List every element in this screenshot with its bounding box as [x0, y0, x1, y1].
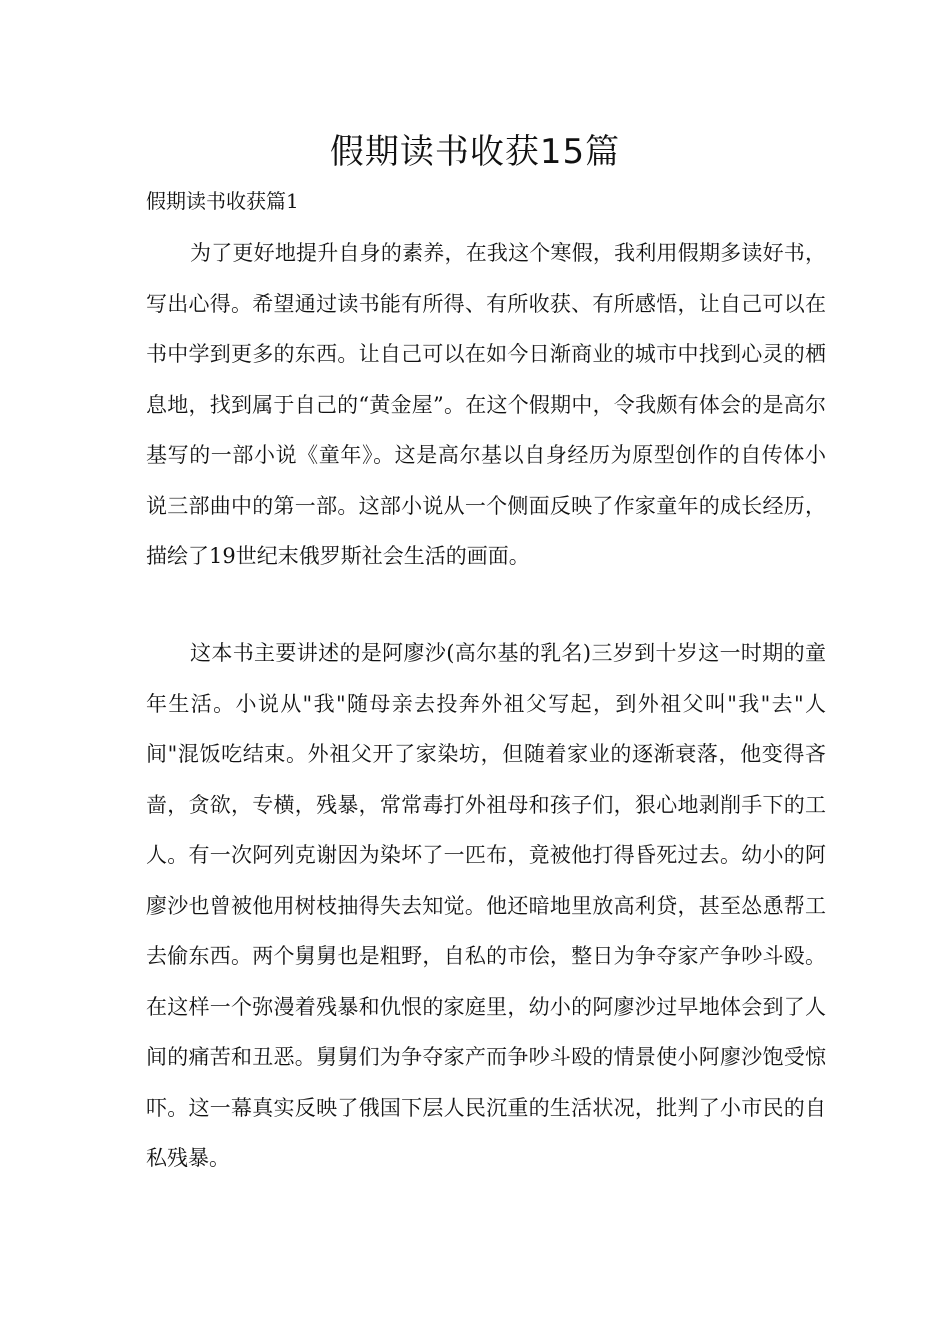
section-heading: 假期读书收获篇1 [146, 189, 299, 213]
body-paragraph: 这本书主要讲述的是阿廖沙(高尔基的乳名)三岁到十岁这一时期的童年生活。小说从"我"随母亲去投奔外祖父写起，到外祖父叫"我"去"人间"混饭吃结束。外祖父开了家染坊，但随着家业的逐渐衰落，他变得吝啬，贪欲，专横，残暴，常常毒打外祖母和孩子们，狠心地剥削手下的工人。有一次阿列克谢因为染坏了一匹布，竟被他打得昏死过去。幼小的阿廖沙也曾被他用树枝抽得失去知觉。他还暗地里放高利贷，甚至怂恿帮工去偷东西。两个舅舅也是粗野，自私的市侩，整日为争夺家产争吵斗殴。在这样一个弥漫着残暴和仇恨的家庭里，幼小的阿廖沙过早地体会到了人间的痛苦和丑恶。舅舅们为争夺家产而争吵斗殴的情景使小阿廖沙饱受惊吓。这一幕真实反映了俄国下层人民沉重的生活状况，批判了小市民的自私残暴。 [146, 641, 826, 1170]
body-paragraph: 为了更好地提升自身的素养，在我这个寒假，我利用假期多读好书，写出心得。希望通过读书能有所得、有所收获、有所感悟，让自己可以在书中学到更多的东西。让自己可以在如今日渐商业的城市中找到心灵的栖息地，找到属于自己的“黄金屋”。在这个假期中，令我颇有体会的是高尔基写的一部小说《童年》。这是高尔基以自身经历为原型创作的自传体小说三部曲中的第一部。这部小说从一个侧面反映了作家童年的成长经历，描绘了19世纪末俄罗斯社会生活的画面。 [146, 241, 826, 568]
document-title: 假期读书收获15篇 [329, 132, 621, 172]
